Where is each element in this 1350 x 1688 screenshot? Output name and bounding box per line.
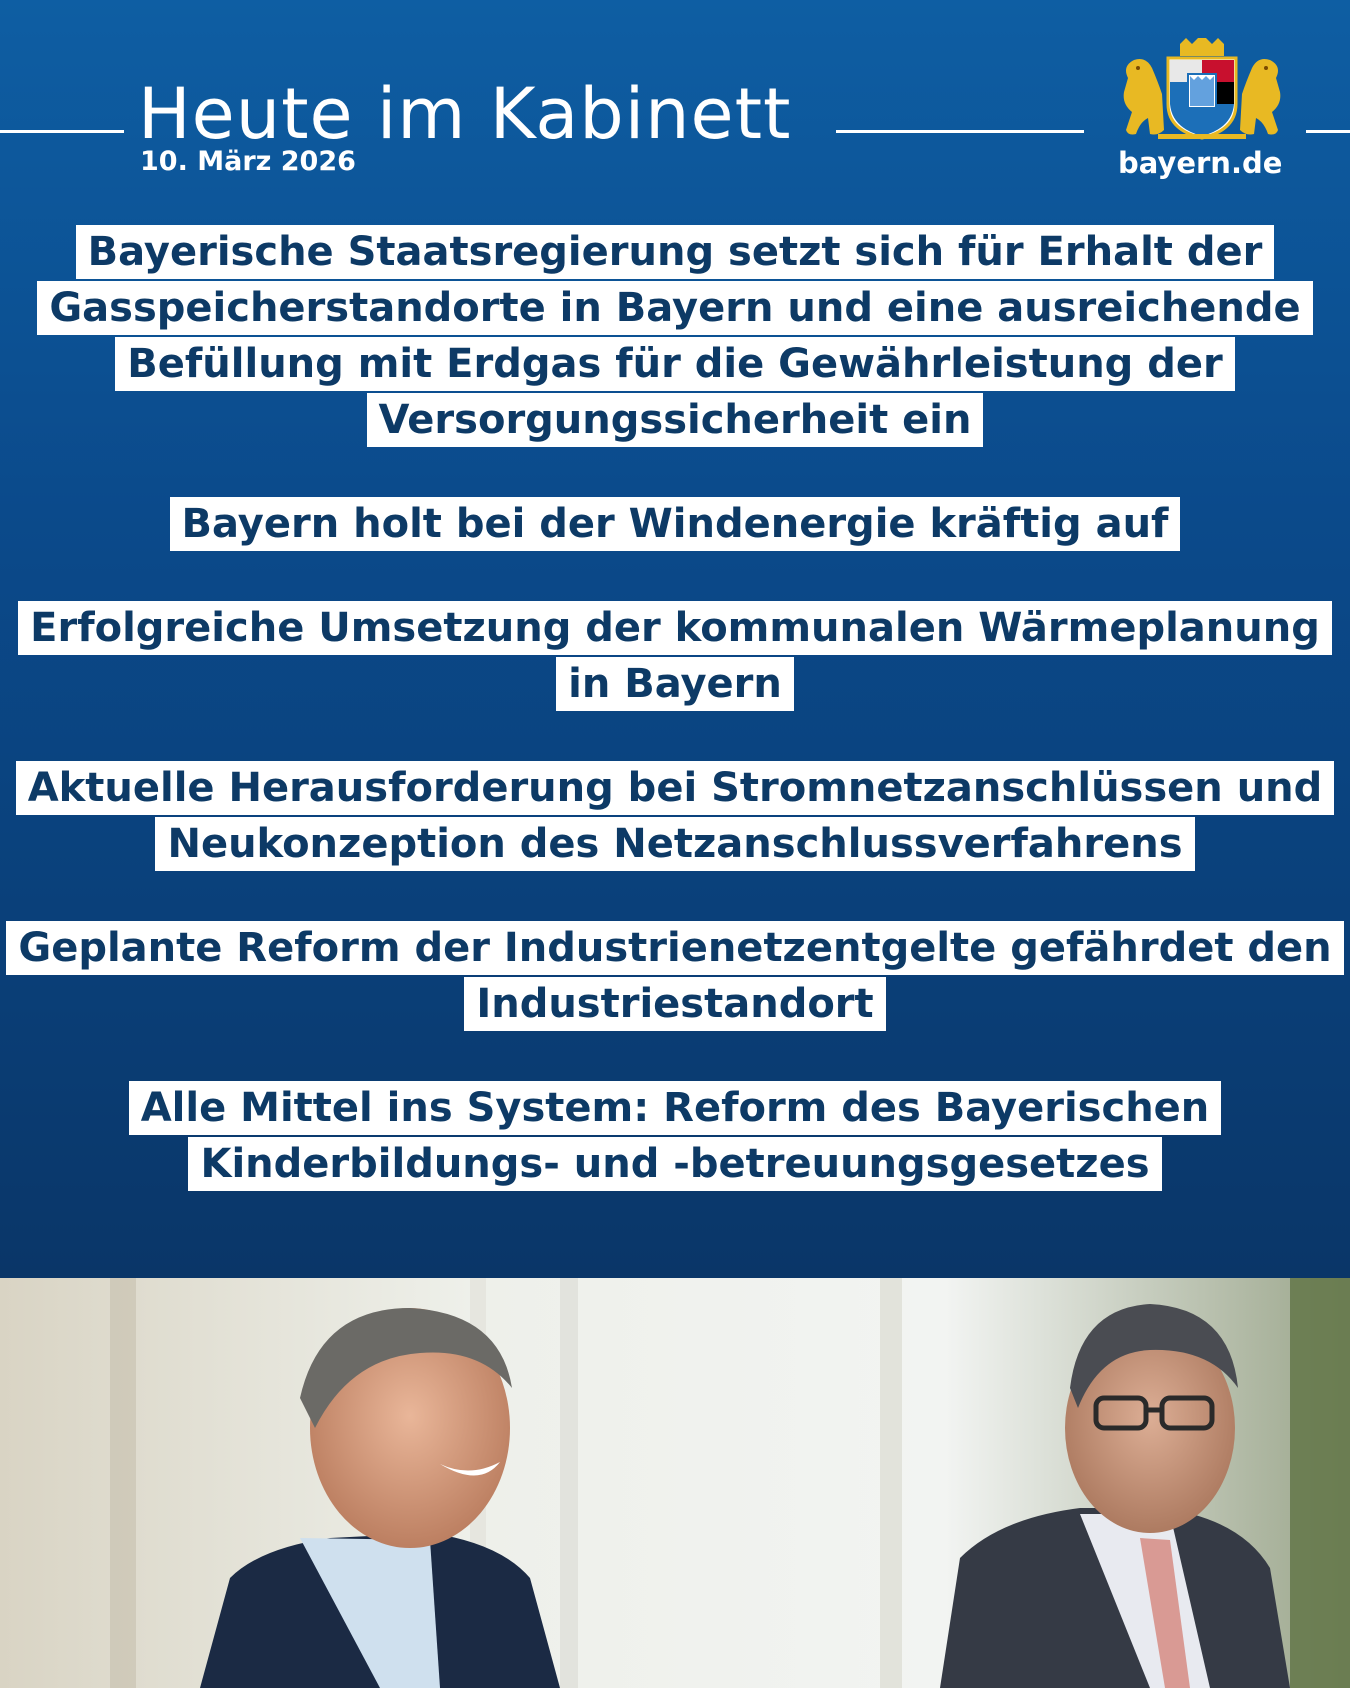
headline-item [0, 600, 1350, 712]
crown-icon [1180, 38, 1224, 56]
headline-text: Bayern holt bei der Windenergie kräftig auf [170, 497, 1181, 551]
lion-right-icon [1240, 59, 1280, 135]
headline-item [0, 496, 1350, 552]
headline-text: Geplante Reform der Industrienetzentgelte gefährdet den Industriestandort [6, 921, 1343, 1031]
header-rule-right [836, 130, 1084, 133]
headline-item [0, 1080, 1350, 1192]
headline-item [0, 224, 1350, 448]
headline-text: Erfolgreiche Umsetzung der kommunalen Wärmeplanung in Bayern [18, 601, 1332, 711]
headline-text: Aktuelle Herausforderung bei Stromnetzanschlüssen und Neukonzeption des Netzanschlussverfahrens [16, 761, 1335, 871]
cabinet-photo [0, 1278, 1350, 1688]
headline-item [0, 920, 1350, 1032]
headline-text: Alle Mittel ins System: Reform des Bayerischen Kinderbildungs- und -betreuungsgesetzes [129, 1081, 1222, 1191]
header-rule-far-right [1306, 130, 1350, 133]
shield-icon [1168, 58, 1236, 138]
headline-item [0, 760, 1350, 872]
page-title: Heute im Kabinett [138, 73, 792, 155]
bavarian-coat-of-arms-icon [1118, 38, 1286, 140]
headline-list [0, 224, 1350, 1240]
lion-left-icon [1124, 59, 1164, 135]
headline-text: Bayerische Staatsregierung setzt sich für Erhalt der Gasspeicherstandorte in Bayern und eine ausreichende Befüllung mit Erdgas für die Gewährleistung der Versorgungssicherheit ein [37, 225, 1312, 447]
header-rule-left [0, 130, 124, 133]
date-label: 10. März 2026 [140, 146, 356, 177]
crest-base [1158, 134, 1246, 139]
site-label: bayern.de [1118, 146, 1283, 180]
